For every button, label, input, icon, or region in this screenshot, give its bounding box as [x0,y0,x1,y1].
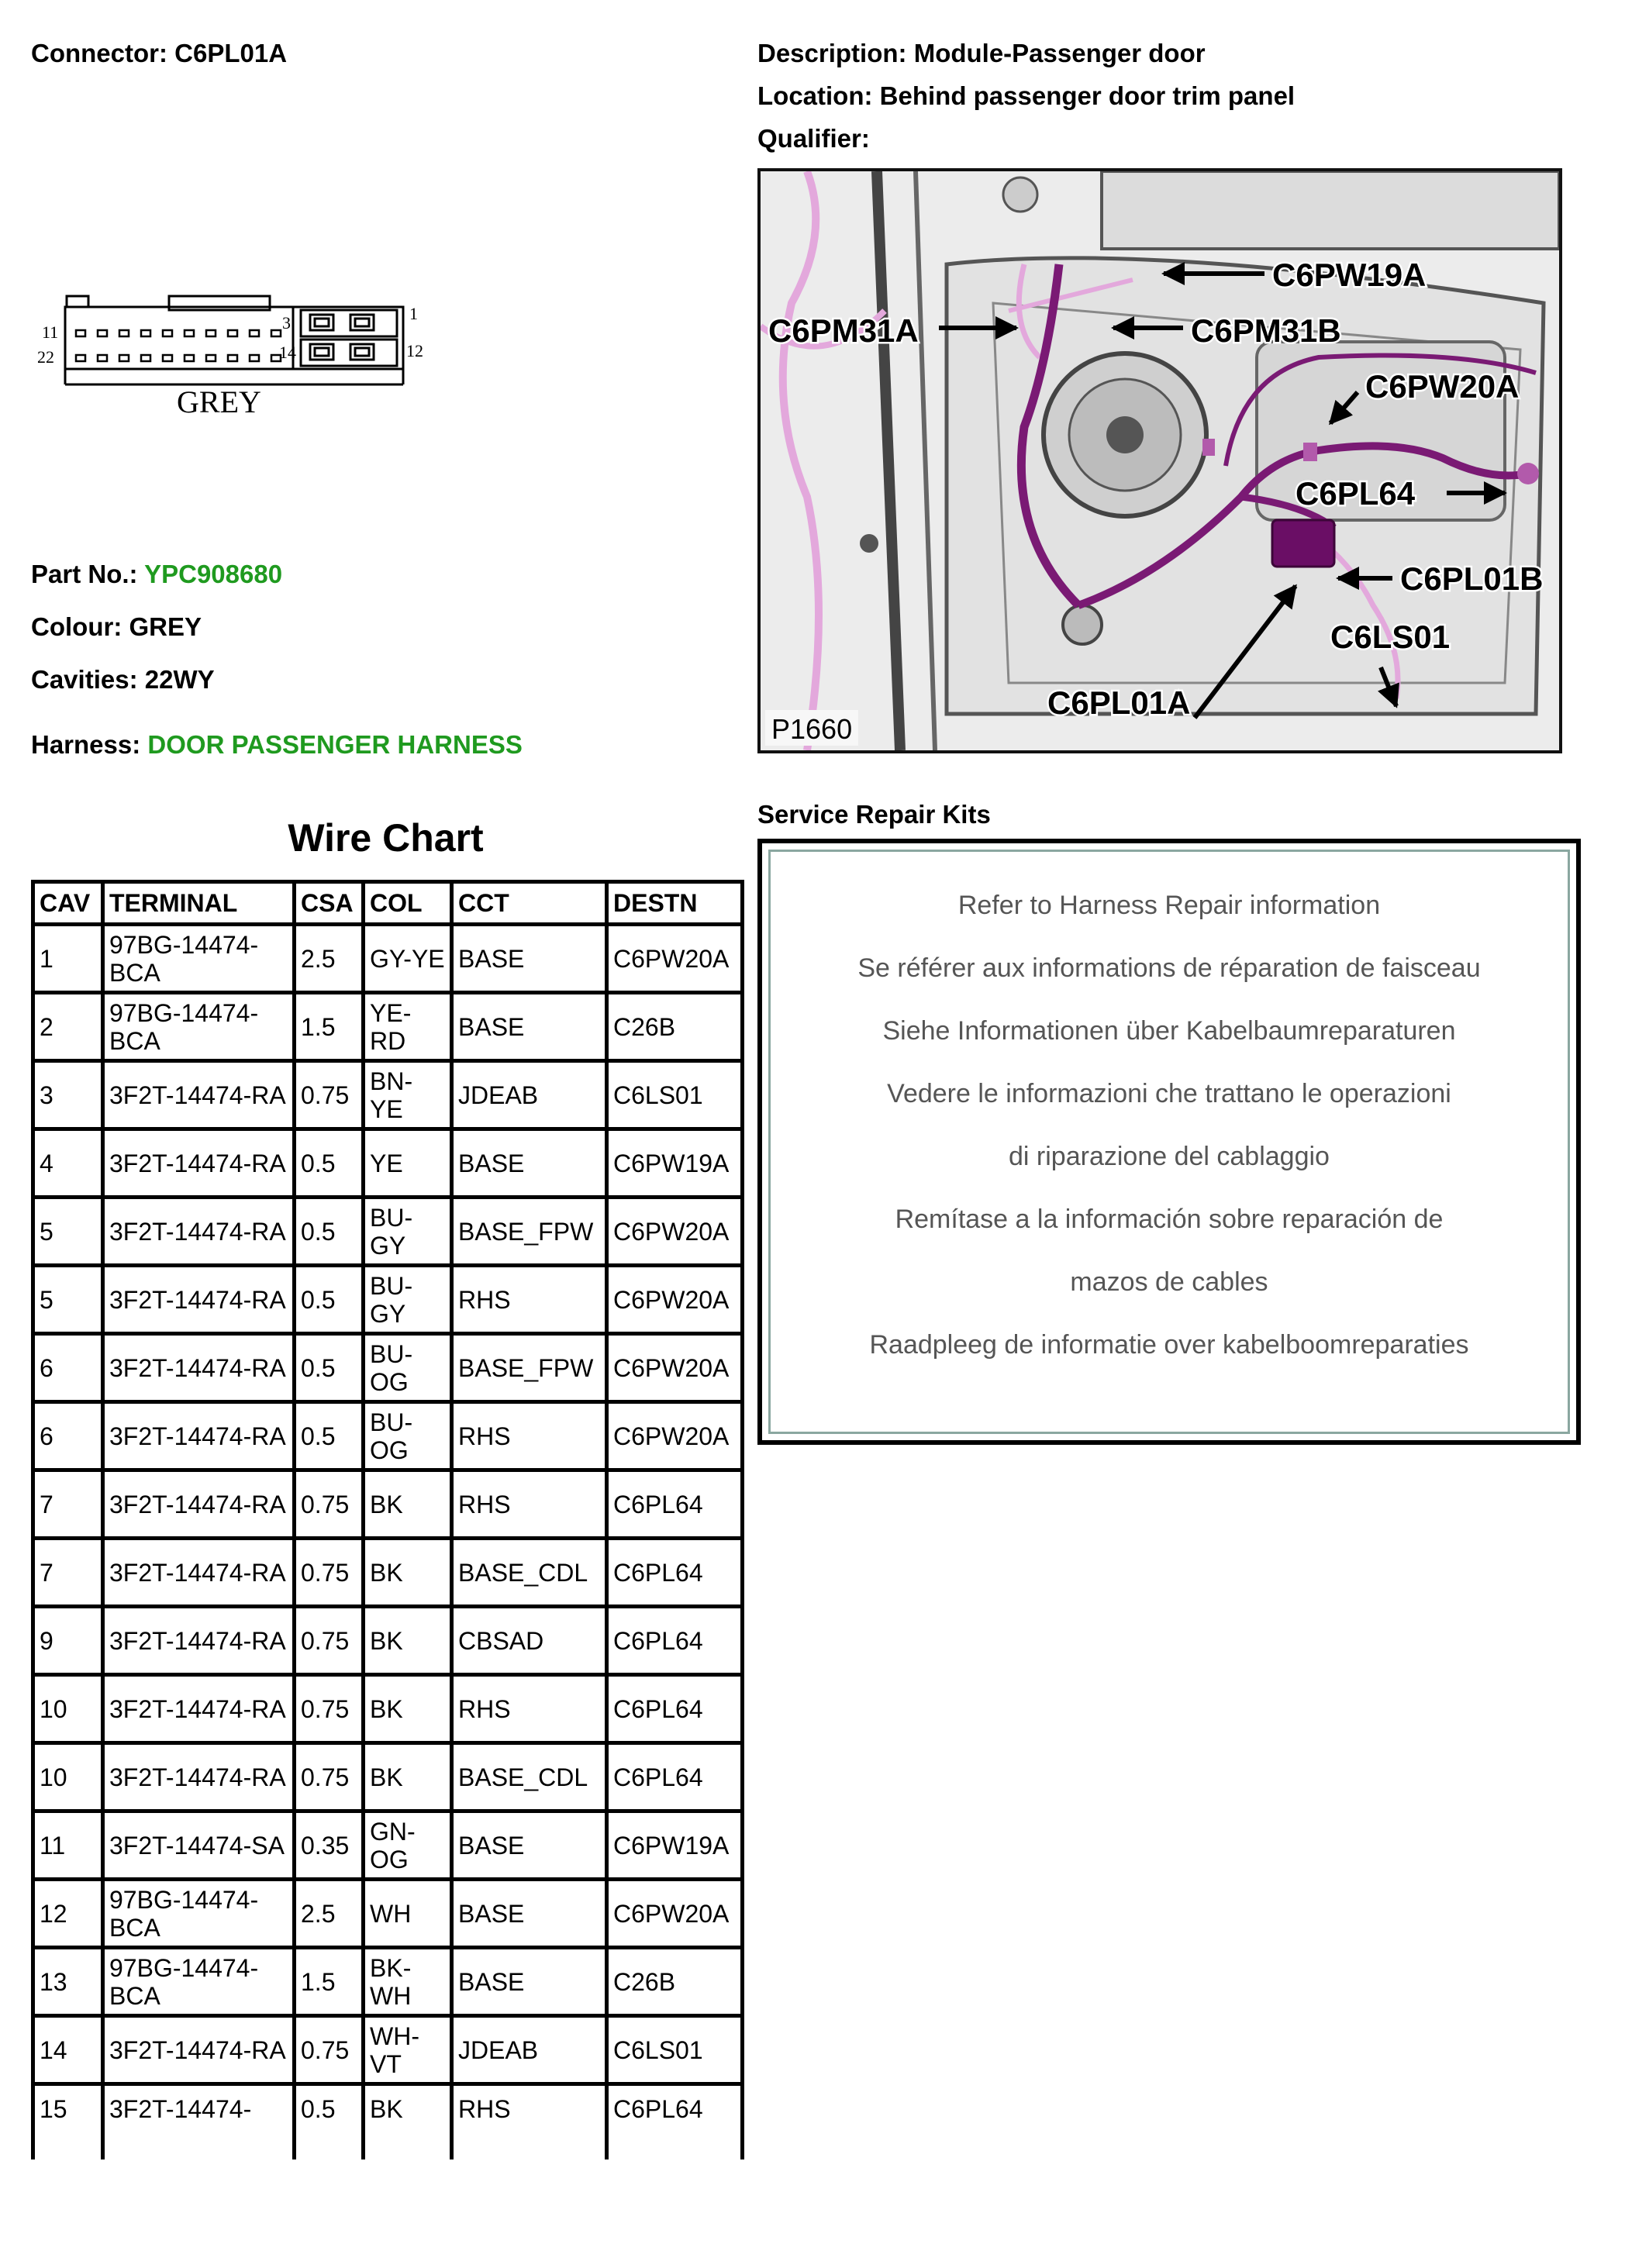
pin-label-3: 3 [282,313,291,333]
cell-terminal: 3F2T-14474-RA [103,1266,295,1334]
cell-destn: C26B [607,1948,743,2016]
cell-destn: C6PL64 [607,1607,743,1675]
location-value: Behind passenger door trim panel [879,81,1296,110]
cell-terminal: 97BG-14474-BCA [103,993,295,1061]
table-row [33,1470,743,1539]
table-row [33,1607,743,1675]
cell-terminal: 3F2T-14474-RA [103,1129,295,1198]
table-row [33,2016,743,2084]
cell-cct: RHS [452,1675,607,1743]
pin-label-22: 22 [37,347,54,367]
description-heading [757,39,1206,68]
description-value: Module-Passenger door [913,39,1206,67]
cell-terminal: 3F2T-14474-RA [103,1198,295,1266]
cell-col: BU-GY [364,1198,452,1266]
cell-csa: 0.35 [295,1811,364,1880]
cell-cav: 9 [33,1607,103,1675]
cell-terminal: 3F2T-14474-RA [103,1743,295,1811]
figure-id: P1660 [771,713,853,745]
cell-cct: BASE [452,1948,607,2016]
table-row [33,1402,743,1470]
part-number-label: Part No.: [31,560,138,588]
cell-csa: 1.5 [295,1948,364,2016]
cell-destn: C6PW19A [607,1811,743,1880]
cell-cct: JDEAB [452,1061,607,1129]
cell-terminal: 3F2T-14474-RA [103,1334,295,1402]
column-header-terminal: TERMINAL [103,882,295,925]
cell-cav: 12 [33,1880,103,1948]
callout-c6pw19a: C6PW19A [1272,257,1427,293]
cell-csa: 2.5 [295,925,364,993]
service-kits-title: Service Repair Kits [757,800,991,829]
column-header-destn: DESTN [607,882,743,925]
table-row [33,1743,743,1811]
cell-col: BU-GY [364,1266,452,1334]
connector-label: Connector: [31,39,167,67]
cell-destn: C6PW20A [607,1266,743,1334]
wire-chart-header-row [33,882,743,925]
callout-c6pw20a: C6PW20A [1365,368,1520,405]
cell-cct: BASE [452,1880,607,1948]
cell-cav: 2 [33,993,103,1061]
callout-c6pm31a: C6PM31A [768,312,919,349]
kit-line: Remítase a la información sobre reparación de [895,1205,1444,1234]
cell-cct: RHS [452,1266,607,1334]
cell-destn: C6PW20A [607,1402,743,1470]
cell-cct: JDEAB [452,2016,607,2084]
cell-cav: 15 [33,2084,103,2160]
cell-col: GY-YE [364,925,452,993]
cell-destn: C6PL64 [607,1470,743,1539]
cell-cav: 10 [33,1743,103,1811]
table-row [33,1675,743,1743]
kit-line: di riparazione del cablaggio [1009,1142,1330,1171]
cell-col: BK [364,1607,452,1675]
cell-col: BK [364,1743,452,1811]
cell-cct: RHS [452,2084,607,2160]
qualifier-heading [757,124,870,153]
table-row [33,1539,743,1607]
kit-line: Vedere le informazioni che trattano le operazioni [887,1079,1451,1108]
connector-colour-text: GREY [177,384,261,419]
cell-destn: C6PW20A [607,1334,743,1402]
cell-cav: 6 [33,1402,103,1470]
cell-cav: 13 [33,1948,103,2016]
description-label: Description: [757,39,907,67]
cell-csa: 2.5 [295,1880,364,1948]
cell-destn: C6LS01 [607,1061,743,1129]
cell-cct: BASE [452,1129,607,1198]
table-row [33,1266,743,1334]
colour-value: GREY [129,612,202,641]
cavities-label: Cavities: [31,665,138,694]
cell-destn: C6PW20A [607,925,743,993]
cell-terminal: 3F2T-14474-SA [103,1811,295,1880]
cell-csa: 0.75 [295,2016,364,2084]
connector-heading [31,39,287,68]
cell-cct: RHS [452,1470,607,1539]
callout-c6pl01a: C6PL01A [1047,684,1191,721]
cell-col: BK-WH [364,1948,452,2016]
cell-col: YE-RD [364,993,452,1061]
table-row [33,993,743,1061]
cell-csa: 0.5 [295,1402,364,1470]
cell-csa: 0.5 [295,2084,364,2160]
wire-chart-table [31,880,744,2159]
colour-line [31,612,202,642]
cell-cct: BASE_CDL [452,1743,607,1811]
cell-terminal: 97BG-14474-BCA [103,1948,295,2016]
table-row [33,1811,743,1880]
cell-csa: 0.75 [295,1675,364,1743]
cell-terminal: 3F2T-14474-RA [103,1675,295,1743]
cell-terminal: 97BG-14474-BCA [103,925,295,993]
cell-col: BK [364,1470,452,1539]
column-header-cct: CCT [452,882,607,925]
cell-cct: BASE_FPW [452,1198,607,1266]
pin-label-12: 12 [406,341,423,360]
kit-line: Raadpleeg de informatie over kabelboomreparaties [869,1330,1469,1360]
cell-destn: C6PL64 [607,2084,743,2160]
cell-terminal: 3F2T-14474-RA [103,1607,295,1675]
callout-c6pl01b: C6PL01B [1400,560,1544,597]
location-heading [757,81,1295,111]
location-photo [757,168,1562,753]
column-header-cav: CAV [33,882,103,925]
part-number-line [31,560,282,589]
service-kits-inner-frame [768,850,1570,1434]
cell-cct: CBSAD [452,1607,607,1675]
cell-col: WH-VT [364,2016,452,2084]
cell-col: YE [364,1129,452,1198]
cell-terminal: 3F2T-14474-RA [103,1539,295,1607]
cell-cav: 5 [33,1198,103,1266]
cell-col: GN-OG [364,1811,452,1880]
cell-col: BK [364,1675,452,1743]
cell-terminal: 3F2T-14474-RA [103,1470,295,1539]
cell-cav: 7 [33,1470,103,1539]
cell-csa: 1.5 [295,993,364,1061]
cell-cct: RHS [452,1402,607,1470]
cell-destn: C6PL64 [607,1539,743,1607]
location-label: Location: [757,81,873,110]
table-row [33,1334,743,1402]
cell-cct: BASE [452,925,607,993]
cell-cav: 11 [33,1811,103,1880]
part-number-value[interactable]: YPC908680 [144,560,283,588]
cell-destn: C6PW19A [607,1129,743,1198]
service-kits-box [757,839,1581,1445]
cell-cct: BASE [452,1811,607,1880]
callout-c6pm31b: C6PM31B [1191,312,1341,349]
cell-destn: C6PW20A [607,1198,743,1266]
cell-col: BK [364,2084,452,2160]
table-row [33,1948,743,2016]
cell-col: BN-YE [364,1061,452,1129]
pin-label-11: 11 [42,322,59,342]
wire-chart-title: Wire Chart [288,816,484,860]
cell-destn: C6PL64 [607,1675,743,1743]
harness-line [31,730,523,760]
cell-destn: C26B [607,993,743,1061]
table-row [33,1880,743,1948]
callout-c6pl64: C6PL64 [1296,475,1416,512]
cavities-line [31,665,215,695]
harness-label: Harness: [31,730,141,759]
cell-col: BK [364,1539,452,1607]
cell-csa: 0.5 [295,1129,364,1198]
qualifier-label: Qualifier: [757,124,870,153]
colour-label: Colour: [31,612,122,641]
cell-csa: 0.75 [295,1607,364,1675]
kit-line: Siehe Informationen über Kabelbaumreparaturen [882,1016,1456,1046]
cell-terminal: 3F2T-14474-RA [103,2016,295,2084]
cell-cav: 10 [33,1675,103,1743]
column-header-csa: CSA [295,882,364,925]
cell-cav: 1 [33,925,103,993]
cell-cav: 14 [33,2016,103,2084]
cell-destn: C6PL64 [607,1743,743,1811]
cell-csa: 0.5 [295,1198,364,1266]
cell-col: BU-OG [364,1334,452,1402]
cell-csa: 0.75 [295,1743,364,1811]
column-header-col: COL [364,882,452,925]
pin-label-14: 14 [279,343,296,362]
cell-terminal: 3F2T-14474-RA [103,1061,295,1129]
table-row [33,925,743,993]
cell-terminal: 3F2T-14474-RA [103,1402,295,1470]
cell-terminal: 97BG-14474-BCA [103,1880,295,1948]
cell-cav: 7 [33,1539,103,1607]
table-row [33,1198,743,1266]
cell-terminal: 3F2T-14474- [103,2084,295,2160]
cell-cav: 5 [33,1266,103,1334]
table-row [33,1129,743,1198]
cell-cct: BASE_FPW [452,1334,607,1402]
cell-cav: 4 [33,1129,103,1198]
cell-col: WH [364,1880,452,1948]
kit-line: Se référer aux informations de réparation de faisceau [857,953,1481,983]
cell-cct: BASE_CDL [452,1539,607,1607]
table-row [33,1061,743,1129]
cell-csa: 0.75 [295,1061,364,1129]
cell-csa: 0.5 [295,1266,364,1334]
cell-destn: C6PW20A [607,1880,743,1948]
cavities-value: 22WY [144,665,215,694]
cell-destn: C6LS01 [607,2016,743,2084]
pin-label-1: 1 [409,304,418,323]
harness-value[interactable]: DOOR PASSENGER HARNESS [147,730,523,759]
kit-line: mazos de cables [1070,1267,1268,1297]
cell-cav: 6 [33,1334,103,1402]
cell-col: BU-OG [364,1402,452,1470]
cell-cav: 3 [33,1061,103,1129]
cell-csa: 0.75 [295,1539,364,1607]
cell-cct: BASE [452,993,607,1061]
connector-value: C6PL01A [174,39,288,67]
cell-csa: 0.5 [295,1334,364,1402]
kit-line: Refer to Harness Repair information [957,891,1381,920]
connector-diagram [37,288,425,428]
callout-c6ls01: C6LS01 [1330,619,1451,655]
table-row [33,2084,743,2160]
cell-csa: 0.75 [295,1470,364,1539]
